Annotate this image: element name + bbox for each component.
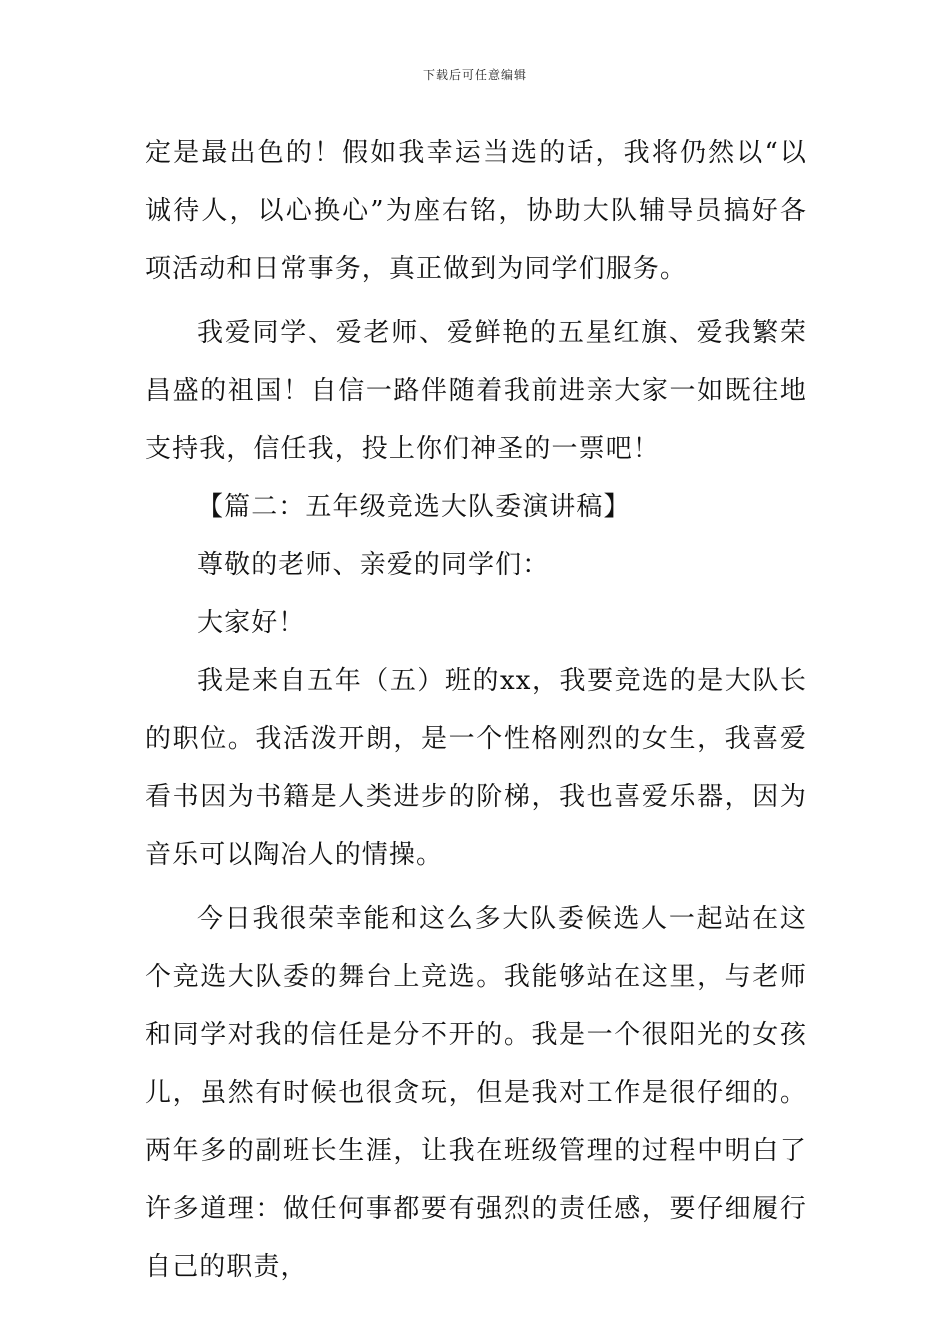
paragraph-intro: 我是来自五年（五）班的xx，我要竞选的是大队长的职位。我活泼开朗，是一个性格刚烈的女生，我喜爱看书因为书籍是人类进步的阶梯，我也喜爱乐器，因为音乐可以陶冶人的情操。 bbox=[145, 666, 807, 870]
greeting: 大家好！ bbox=[197, 608, 306, 638]
document-body bbox=[145, 124, 807, 1296]
paragraph-1: 定是最出色的！假如我幸运当选的话，我将仍然以“以诚待人，以心换心”为座右铭，协助大队辅导员搞好各项活动和日常事务，真正做到为同学们服务。 bbox=[145, 138, 807, 284]
section-title: 【篇二：五年级竞选大队委演讲稿】 bbox=[197, 492, 631, 522]
paragraph-main: 今日我很荣幸能和这么多大队委候选人一起站在这个竞选大队委的舞台上竞选。我能够站在这里，与老师和同学对我的信任是分不开的。我是一个很阳光的女孩儿，虽然有时候也很贪玩，但是我对工作是很仔细的。两年多的副班长生涯，让我在班级管理的过程中明白了许多道理：做任何事都要有强烈的责任感，要仔细履行自己的职责， bbox=[145, 904, 807, 1282]
paragraph-2: 我爱同学、爱老师、爱鲜艳的五星红旗、爱我繁荣昌盛的祖国！自信一路伴随着我前进亲大家一如既往地支持我，信任我，投上你们神圣的一票吧！ bbox=[145, 318, 807, 464]
page-header: 下载后可任意编辑 bbox=[422, 68, 527, 82]
salutation: 尊敬的老师、亲爱的同学们： bbox=[197, 550, 550, 580]
